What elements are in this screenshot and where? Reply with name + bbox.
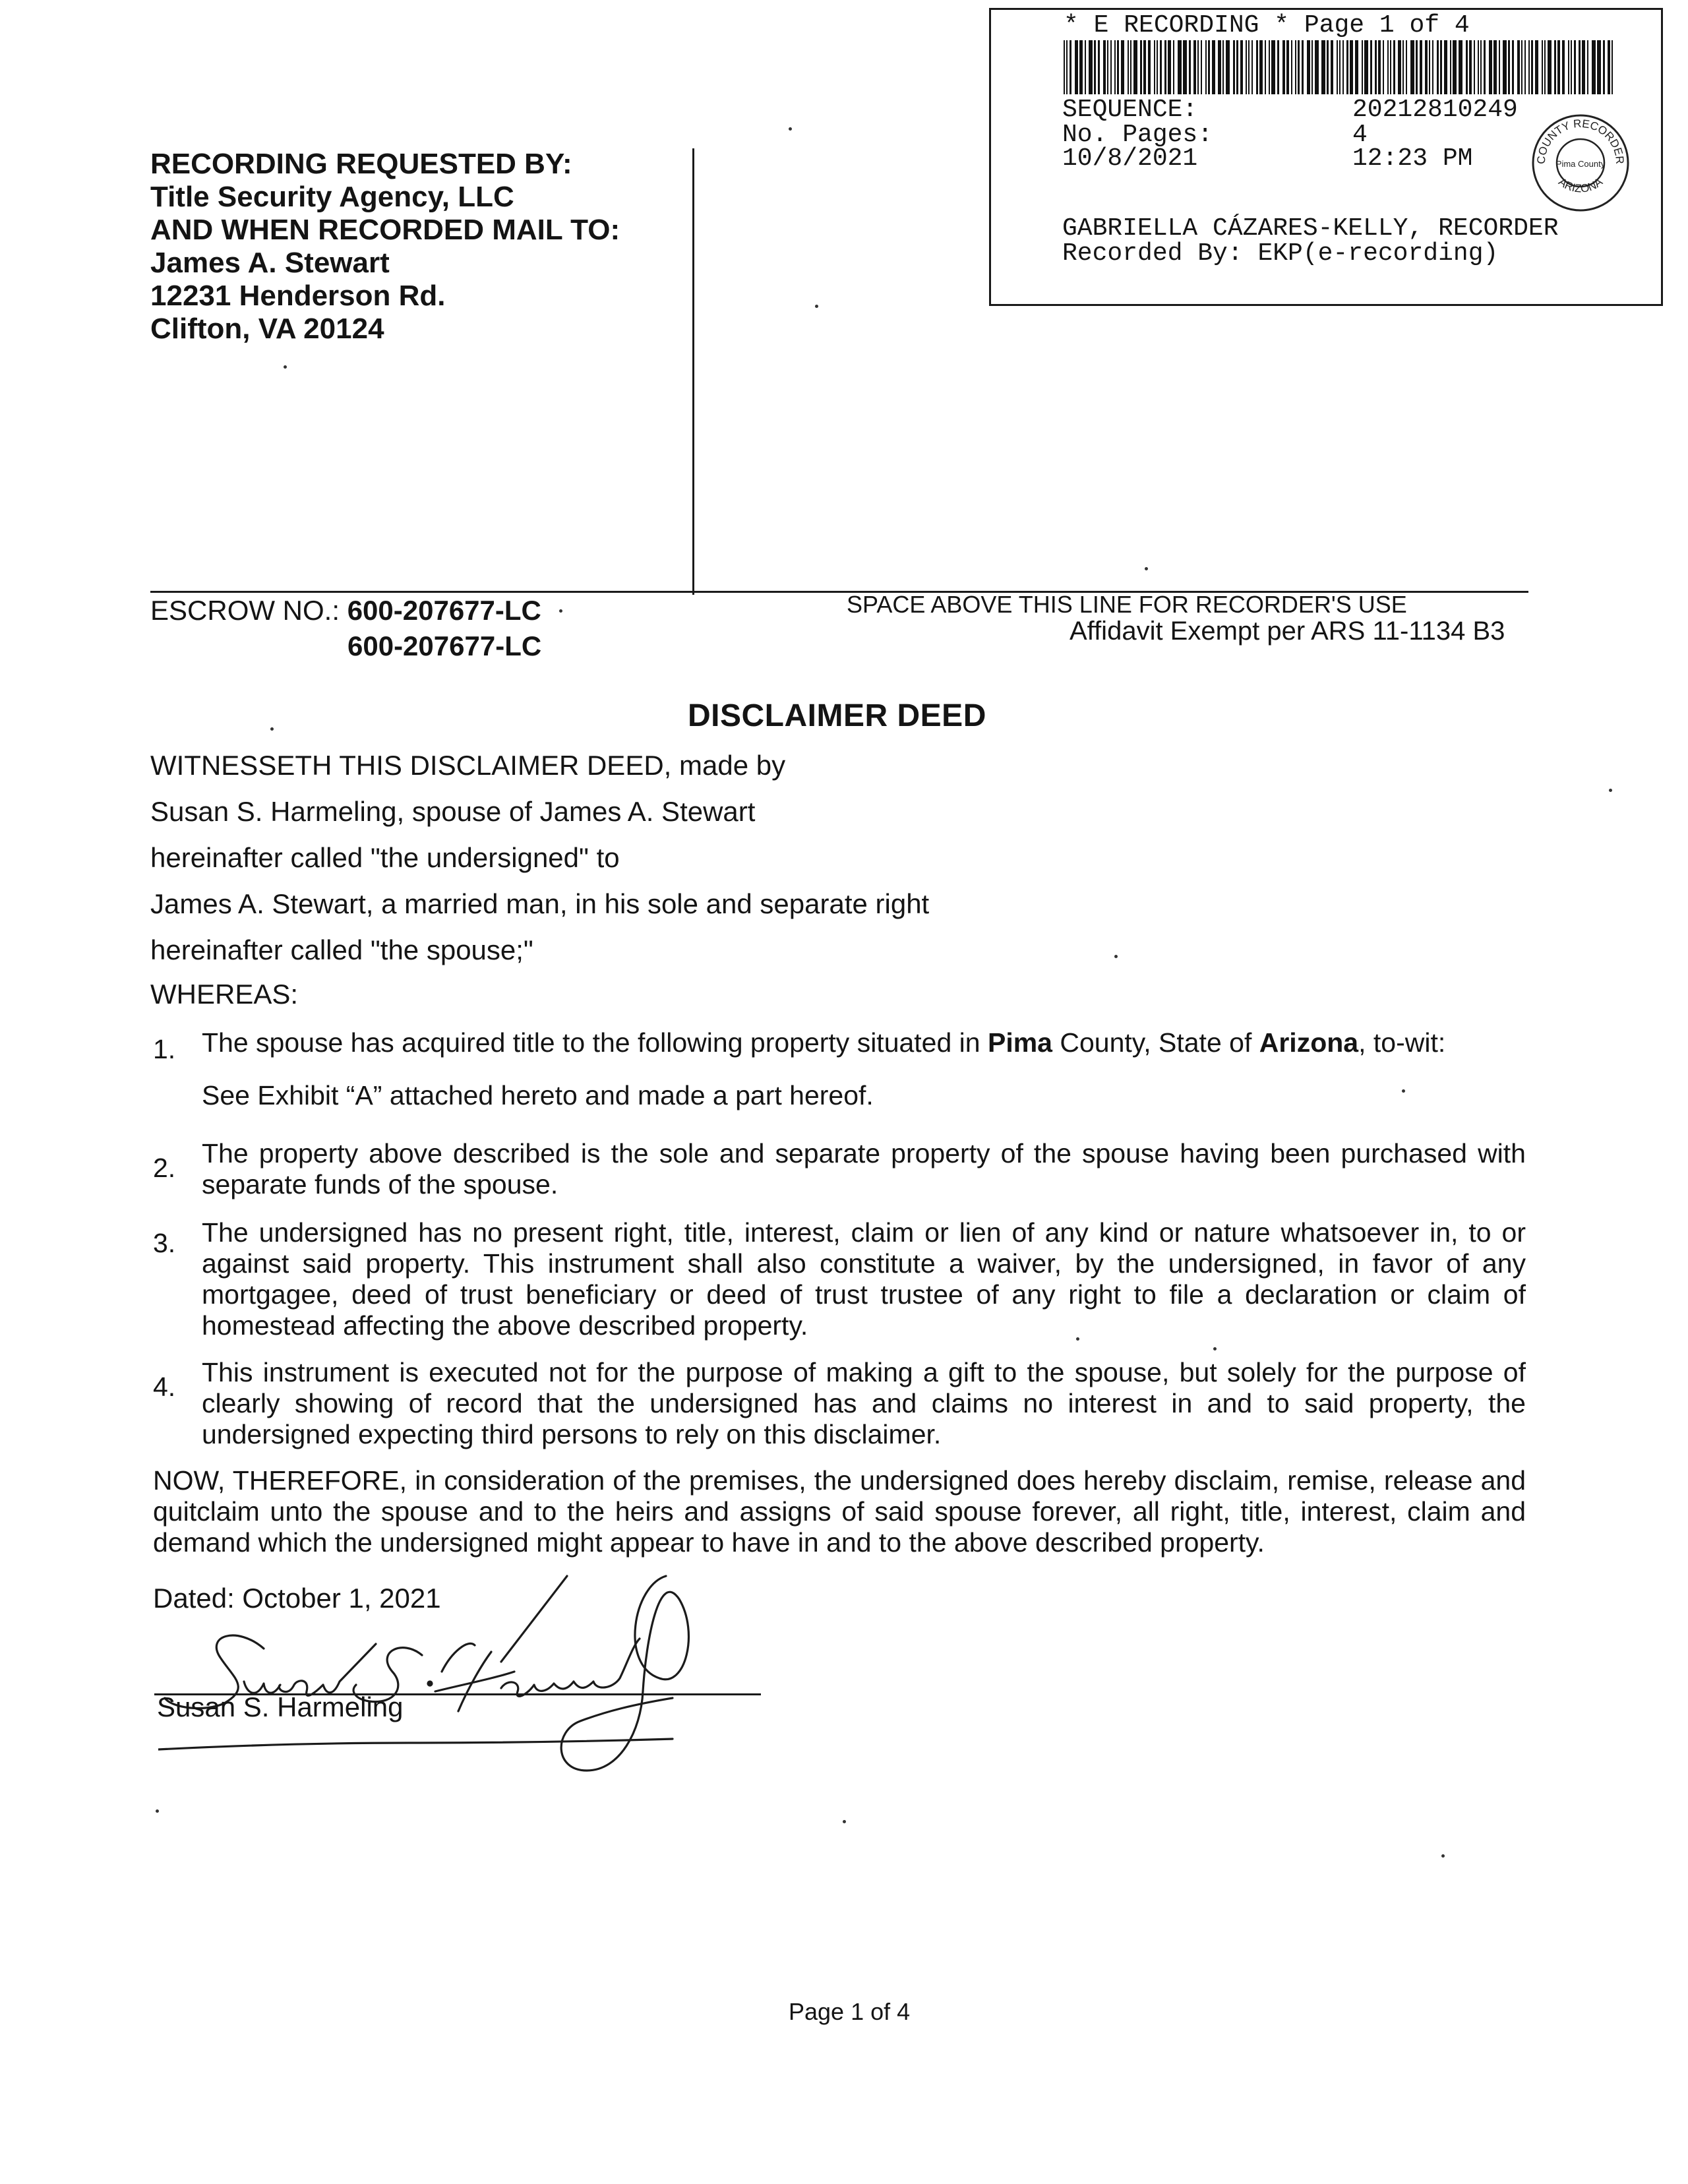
scan-speck xyxy=(1213,1347,1217,1350)
clause-4-number: 4. xyxy=(153,1372,176,1402)
svg-text:ARIZONA: ARIZONA xyxy=(1556,175,1605,195)
clause-1-part-c: , to-wit: xyxy=(1358,1027,1446,1058)
intro-line-5: hereinafter called "the spouse;" xyxy=(150,934,533,965)
stamp-recorded-by: Recorded By: EKP(e-recording) xyxy=(1062,239,1499,268)
scan-speck xyxy=(1441,1854,1445,1858)
intro-line-4: James A. Stewart, a married man, in his sole and separate right xyxy=(150,888,930,919)
scan-speck xyxy=(1114,955,1118,958)
scan-speck xyxy=(559,609,562,613)
clause-2-number: 2. xyxy=(153,1153,176,1183)
scan-speck xyxy=(270,727,274,731)
clause-4-text: This instrument is executed not for the purpose of making a gift to the spouse, but solely for the purpose of clearly showing of record that the undersigned has and claims no interest in and to said property, the undersigned expecting third persons to rely on this disclaimer. xyxy=(202,1357,1526,1449)
whereas-heading: WHEREAS: xyxy=(150,979,299,1010)
clause-1-part-a: The spouse has acquired title to the following property situated in xyxy=(202,1027,988,1058)
recorder-stamp xyxy=(989,8,1663,306)
clause-1-part-b: County, State of xyxy=(1052,1027,1259,1058)
stamp-sequence-value: 20212810249 xyxy=(1352,96,1518,124)
mail-city: Clifton, VA 20124 xyxy=(150,313,384,345)
clause-1-exhibit: See Exhibit “A” attached hereto and made a part hereof. xyxy=(202,1080,874,1110)
clause-1-state: Arizona xyxy=(1259,1027,1359,1058)
stamp-header: * E RECORDING * Page 1 of 4 xyxy=(1064,11,1470,40)
clause-1-text xyxy=(202,1027,1455,1058)
recording-block xyxy=(150,148,620,346)
scan-speck xyxy=(1402,1089,1405,1093)
scan-speck xyxy=(843,1820,846,1823)
stamp-pages-label: No. Pages: xyxy=(1062,121,1213,149)
stamp-pages-value: 4 xyxy=(1352,121,1368,149)
stamp-date: 10/8/2021 xyxy=(1062,144,1198,173)
scan-speck xyxy=(1076,1337,1079,1341)
escrow-label: ESCROW NO.: xyxy=(150,595,347,626)
mail-street: 12231 Henderson Rd. xyxy=(150,280,446,312)
affidavit-note: Affidavit Exempt per ARS 11-1134 B3 xyxy=(1070,617,1505,646)
stamp-time: 12:23 PM xyxy=(1352,144,1473,173)
escrow-number-2: 600-207677-LC xyxy=(347,630,542,661)
recorder-use-note: SPACE ABOVE THIS LINE FOR RECORDER'S USE xyxy=(847,591,1407,618)
clause-1-number: 1. xyxy=(153,1034,176,1064)
clause-1-county: Pima xyxy=(987,1027,1052,1058)
escrow-number: 600-207677-LC xyxy=(347,595,541,626)
svg-text:Pima County: Pima County xyxy=(1555,159,1606,169)
document-title: DISCLAIMER DEED xyxy=(688,698,986,733)
barcode xyxy=(1064,40,1617,94)
intro-line-3: hereinafter called "the undersigned" to xyxy=(150,842,620,873)
signer-name: Susan S. Harmeling xyxy=(157,1691,404,1722)
handwritten-signature xyxy=(158,1573,765,1790)
requested-by: Title Security Agency, LLC xyxy=(150,181,514,213)
now-therefore-paragraph: NOW, THEREFORE, in consideration of the premises, the undersigned does hereby disclaim, remise, release and quitclaim unto the spouse and to the heirs and assigns of said spouse forever, all right, title, interest, claim and demand which the undersigned might appear to have in and to the above described property. xyxy=(153,1465,1526,1558)
stamp-sequence-label: SEQUENCE: xyxy=(1062,96,1198,124)
scan-speck xyxy=(284,365,287,369)
intro-line-2: Susan S. Harmeling, spouse of James A. Stewart xyxy=(150,796,756,827)
scan-speck xyxy=(156,1809,159,1813)
page-footer: Page 1 of 4 xyxy=(789,1998,911,2025)
scan-speck xyxy=(815,305,818,308)
svg-text:COUNTY RECORDER: COUNTY RECORDER xyxy=(1534,117,1627,165)
mail-to-label: AND WHEN RECORDED MAIL TO: xyxy=(150,214,620,246)
vertical-divider xyxy=(692,148,694,595)
clause-3-text: The undersigned has no present right, title, interest, claim or lien of any kind or nature whatsoever in, to or against said property. This instrument shall also constitute a waiver, by the undersigned, in favor of any mortgagee, deed of trust beneficiary or deed of trust trustee of any right to file a declaration or claim of homestead affecting the above described property. xyxy=(202,1217,1526,1341)
escrow-line xyxy=(150,595,541,626)
scan-speck xyxy=(1609,789,1612,792)
clause-3-number: 3. xyxy=(153,1228,176,1258)
intro-line-1: WITNESSETH THIS DISCLAIMER DEED, made by xyxy=(150,750,786,781)
dated-line: Dated: October 1, 2021 xyxy=(153,1583,441,1614)
scan-speck xyxy=(1145,567,1148,570)
mail-name: James A. Stewart xyxy=(150,247,390,279)
scan-speck xyxy=(789,127,792,131)
stamp-recorder: GABRIELLA CÁZARES-KELLY, RECORDER xyxy=(1062,214,1559,243)
clause-2-text: The property above described is the sole and separate property of the spouse having been purchased with separate funds of the spouse. xyxy=(202,1138,1526,1199)
county-recorder-seal xyxy=(1530,113,1631,213)
requested-by-label: RECORDING REQUESTED BY: xyxy=(150,148,572,180)
